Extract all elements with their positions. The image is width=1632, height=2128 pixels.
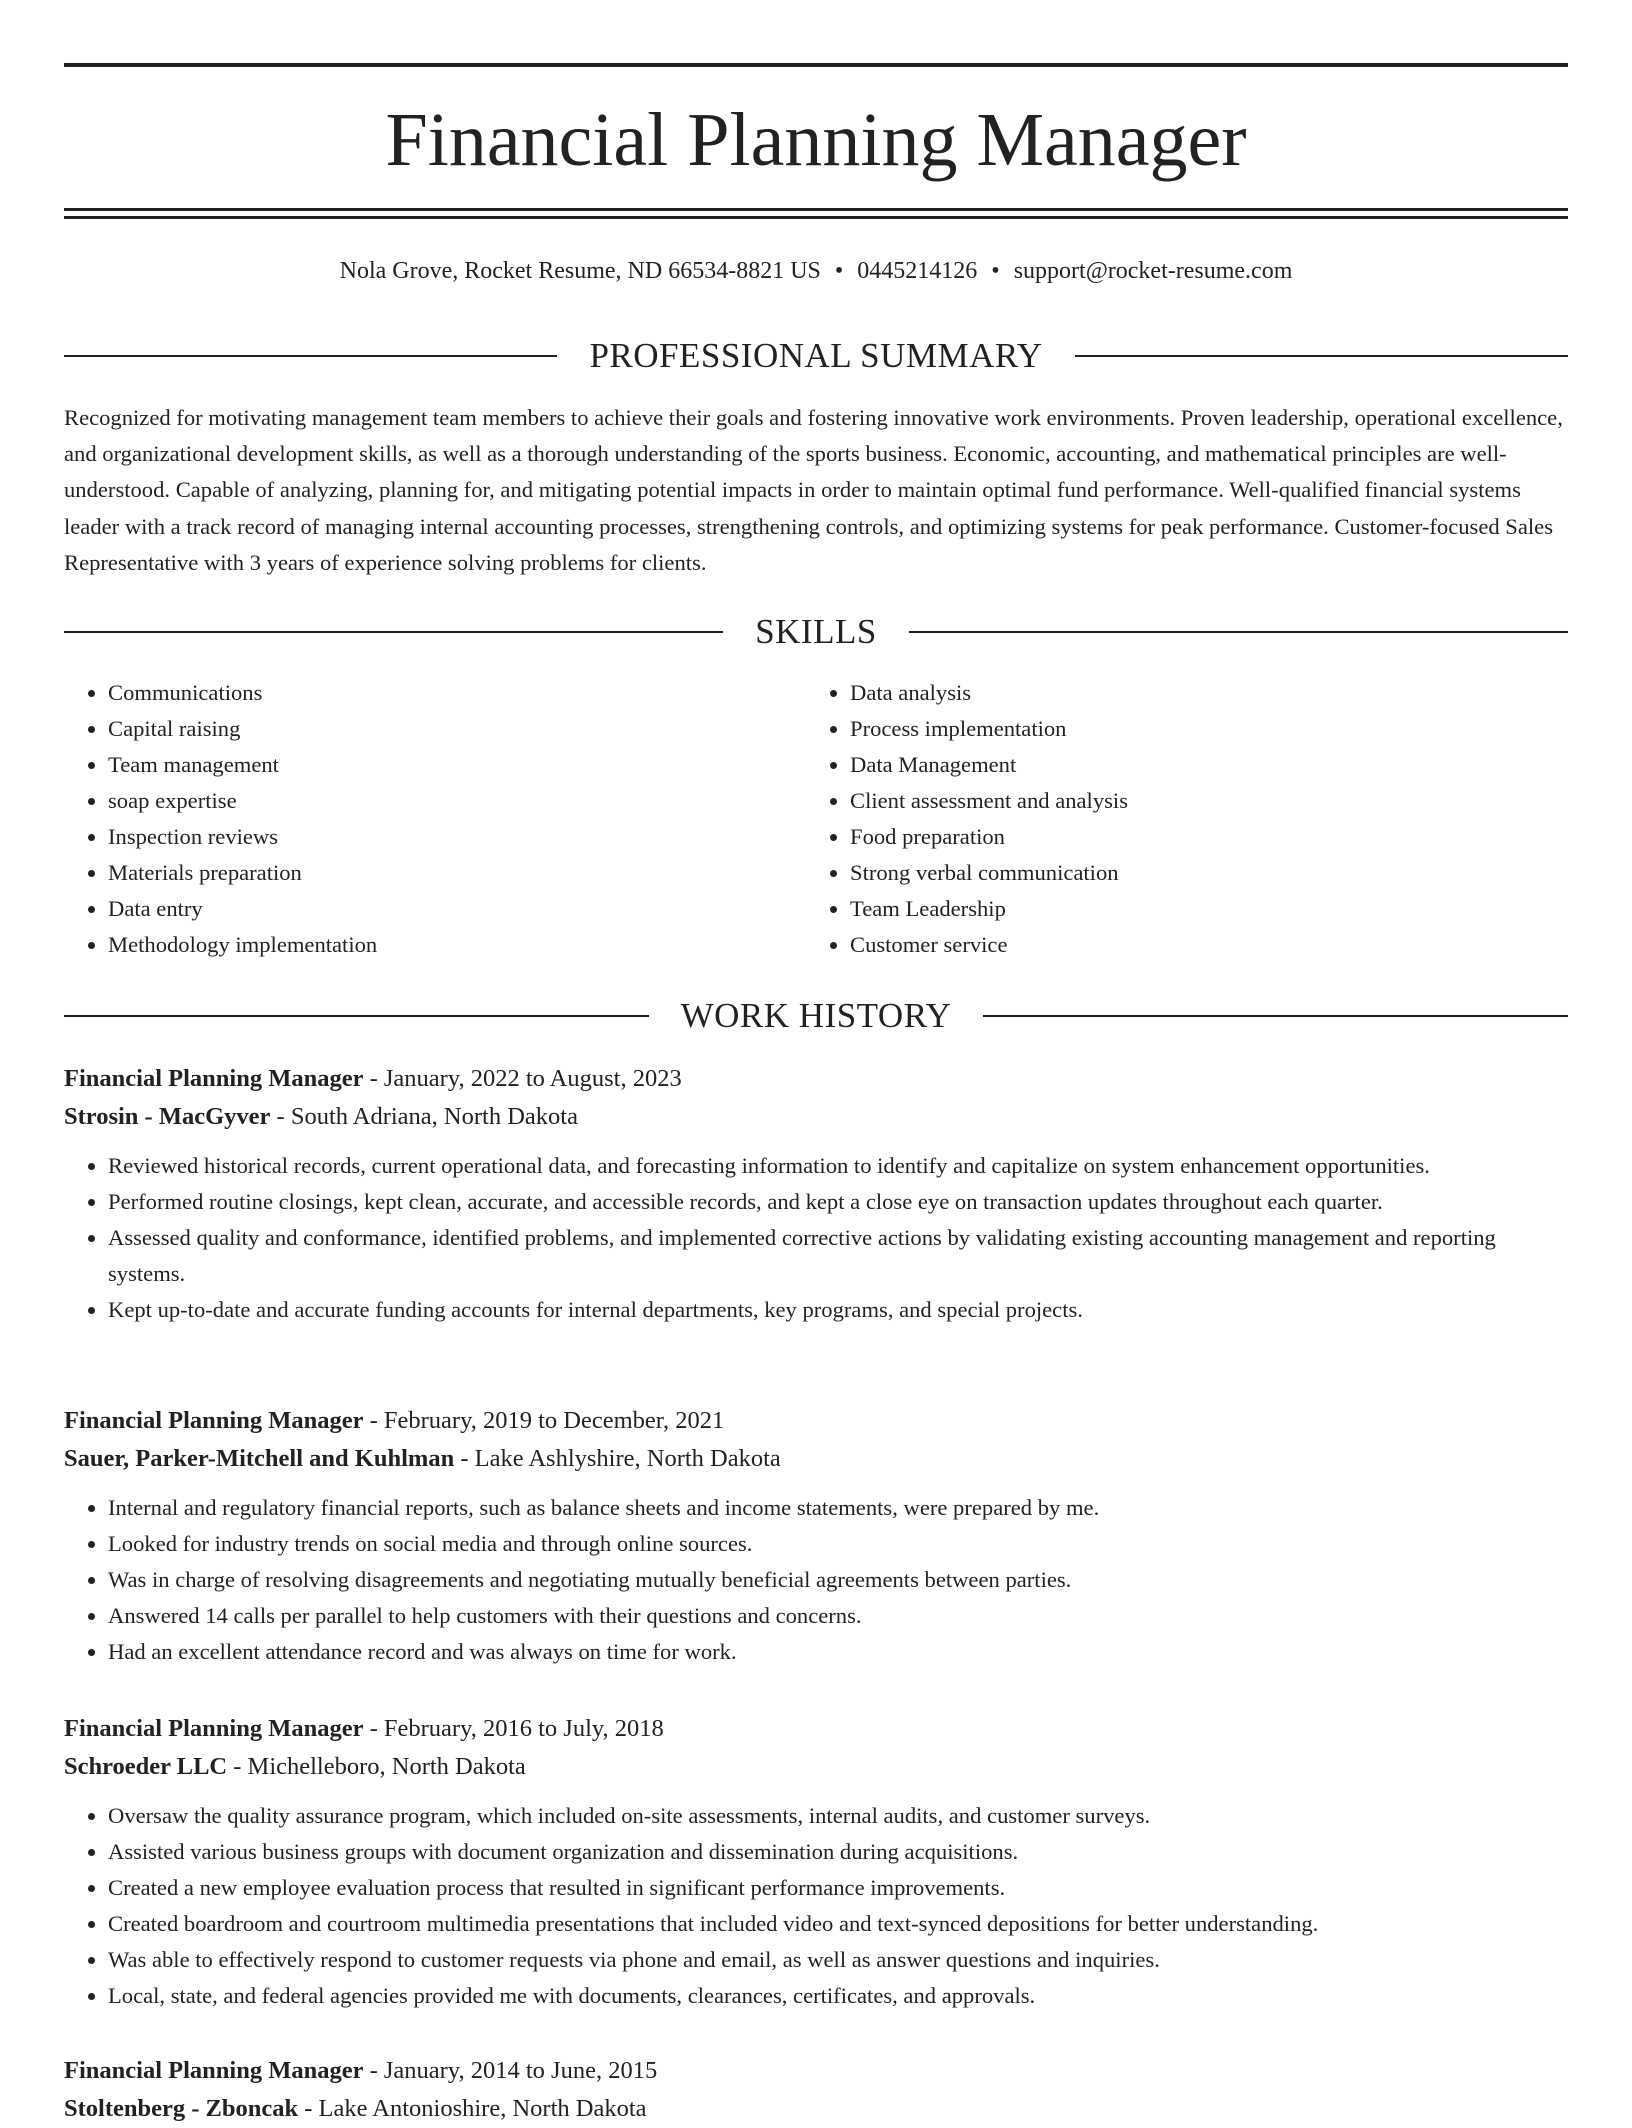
- job-bullet: • Reviewed historical records, current operational data, and forecasting information to identify and capitalize on system enhancement opportunities.: [108, 1148, 1568, 1184]
- skill-item: • Communications: [108, 675, 788, 711]
- job-company-line: [64, 1098, 1568, 1136]
- skill-item: • Team management: [108, 747, 788, 783]
- section-heading-work: [64, 996, 1568, 1036]
- job-bullet: • Assessed quality and conformance, identified problems, and implemented corrective actions by validating existing accounting management and reporting systems.: [108, 1220, 1568, 1292]
- heading-rule: [983, 1015, 1568, 1017]
- heading-rule: [1075, 355, 1568, 357]
- skill-item: • Data entry: [108, 891, 788, 927]
- skill-item: • Team Leadership: [850, 891, 1550, 927]
- job-bullet: • Was able to effectively respond to customer requests via phone and email, as well as answer questions and inquiries.: [108, 1942, 1568, 1978]
- heading-rule: [64, 631, 723, 633]
- job-company: Stoltenberg - Zboncak: [64, 2095, 299, 2122]
- skill-item: • Methodology implementation: [108, 927, 788, 963]
- heading-rule: [909, 631, 1568, 633]
- job-bullet: • Created boardroom and courtroom multimedia presentations that included video and text-synced depositions for better understanding.: [108, 1906, 1568, 1942]
- job-bullets: [64, 1148, 1568, 1328]
- job-bullet: • Local, state, and federal agencies provided me with documents, clearances, certificates, and approvals.: [108, 1978, 1568, 2014]
- contact-separator: •: [991, 258, 1000, 284]
- job-company-line: [64, 2090, 1568, 2128]
- job-dates: - February, 2016 to July, 2018: [363, 1715, 664, 1742]
- skill-item: • soap expertise: [108, 783, 788, 819]
- skills-list-left: [64, 675, 788, 963]
- job-title: Financial Planning Manager: [64, 1065, 364, 1092]
- skill-item: • Customer service: [850, 927, 1550, 963]
- job-dates: - February, 2019 to December, 2021: [363, 1407, 725, 1434]
- heading-text: PROFESSIONAL SUMMARY: [589, 336, 1043, 375]
- job-bullet: • Had an excellent attendance record and was always on time for work.: [108, 1634, 1568, 1670]
- job-entry: [64, 1060, 1568, 1328]
- page-title: Financial Planning Manager: [385, 98, 1247, 182]
- job-bullet: • Answered 14 calls per parallel to help customers with their questions and concerns.: [108, 1598, 1568, 1634]
- job-bullet: • Internal and regulatory financial reports, such as balance sheets and income statements, were prepared by me.: [108, 1490, 1568, 1526]
- skill-item: • Materials preparation: [108, 855, 788, 891]
- heading-rule: [64, 355, 557, 357]
- heading-text: WORK HISTORY: [680, 996, 952, 1035]
- job-location: - South Adriana, North Dakota: [270, 1103, 578, 1130]
- job-title: Financial Planning Manager: [64, 2057, 364, 2084]
- job-bullet: • Kept up-to-date and accurate funding accounts for internal departments, key programs, and special projects.: [108, 1292, 1568, 1328]
- job-title: Financial Planning Manager: [64, 1715, 364, 1742]
- top-rule: [64, 63, 1568, 67]
- job-title: Financial Planning Manager: [64, 1407, 364, 1434]
- job-location: - Michelleboro, North Dakota: [227, 1753, 526, 1780]
- job-location: - Lake Ashlyshire, North Dakota: [454, 1445, 781, 1472]
- job-company: Schroeder LLC: [64, 1753, 228, 1780]
- heading-text: SKILLS: [755, 612, 877, 651]
- summary-paragraph: Recognized for motivating management team members to achieve their goals and fostering innovative work environments. Proven leadership, operational excellence, and organizational development skills, as well as a thorough understanding of the sports business. Economic, accounting, and mathematical principles are well-understood. Capable of analyzing, planning for, and mitigating potential impacts in order to maintain optimal fund performance. Well-qualified financial systems leader with a track record of managing internal accounting processes, strengthening controls, and optimizing systems for peak performance. Customer-focused Sales Representative with 3 years of experience solving problems for clients.: [64, 405, 1563, 575]
- contact-email: support@rocket-resume.com: [1013, 258, 1293, 284]
- job-location: - Lake Antonioshire, North Dakota: [298, 2095, 647, 2122]
- skill-item: • Data Management: [850, 747, 1550, 783]
- job-dates: - January, 2022 to August, 2023: [363, 1065, 682, 1092]
- job-title-line: [64, 1710, 1568, 1748]
- contact-phone: 0445214126: [857, 258, 978, 284]
- job-bullet: • Looked for industry trends on social media and through online sources.: [108, 1526, 1568, 1562]
- skill-item: • Strong verbal communication: [850, 855, 1550, 891]
- job-bullet: • Oversaw the quality assurance program, which included on-site assessments, internal audits, and customer surveys.: [108, 1798, 1568, 1834]
- job-entry: [64, 2052, 1568, 2128]
- contact-line: [0, 255, 1632, 287]
- job-bullet: • Created a new employee evaluation process that resulted in significant performance improvements.: [108, 1870, 1568, 1906]
- job-company-line: [64, 1748, 1568, 1786]
- skill-item: • Food preparation: [850, 819, 1550, 855]
- job-bullets: [64, 1798, 1568, 2014]
- job-entry: [64, 1402, 1568, 1670]
- job-dates: - January, 2014 to June, 2015: [363, 2057, 658, 2084]
- job-entry: [64, 1710, 1568, 2014]
- contact-separator: •: [834, 258, 844, 284]
- job-title-line: [64, 2052, 1568, 2090]
- skill-item: • Capital raising: [108, 711, 788, 747]
- section-heading-summary: [64, 336, 1568, 376]
- section-heading-skills: [64, 612, 1568, 652]
- job-bullet: • Assisted various business groups with document organization and dissemination during acquisitions.: [108, 1834, 1568, 1870]
- heading-rule: [64, 1015, 649, 1017]
- job-company: Sauer, Parker-Mitchell and Kuhlman: [64, 1445, 455, 1472]
- job-company: Strosin - MacGyver: [64, 1103, 271, 1130]
- job-bullets: [64, 1490, 1568, 1670]
- contact-address: Nola Grove, Rocket Resume, ND 66534-8821 US: [339, 258, 821, 284]
- job-company-line: [64, 1440, 1568, 1478]
- job-bullet: • Performed routine closings, kept clean, accurate, and accessible records, and kept a close eye on transaction updates throughout each quarter.: [108, 1184, 1568, 1220]
- title-double-rule-upper: [64, 208, 1568, 211]
- skill-item: • Client assessment and analysis: [850, 783, 1550, 819]
- skill-item: • Inspection reviews: [108, 819, 788, 855]
- skill-item: • Data analysis: [850, 675, 1550, 711]
- skill-item: • Process implementation: [850, 711, 1550, 747]
- job-bullet: • Was in charge of resolving disagreements and negotiating mutually beneficial agreements between parties.: [108, 1562, 1568, 1598]
- job-title-line: [64, 1402, 1568, 1440]
- skills-list-right: [806, 675, 1550, 963]
- job-title-line: [64, 1060, 1568, 1098]
- title-double-rule-lower: [64, 216, 1568, 219]
